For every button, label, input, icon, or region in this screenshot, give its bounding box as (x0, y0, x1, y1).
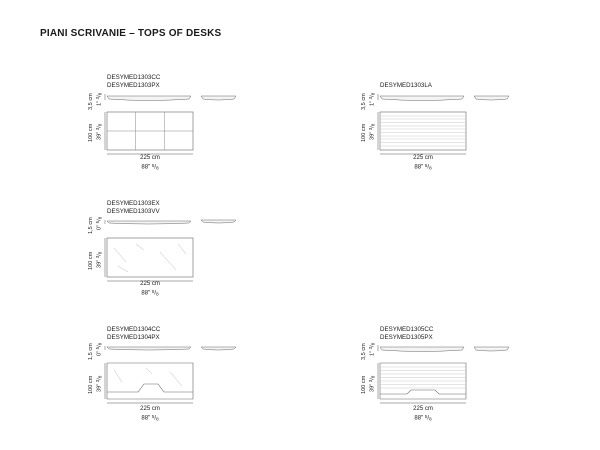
thickness-inch-label: 1" $^3/_8$ (368, 92, 376, 106)
thickness-inch-label: 1" $^3/_8$ (368, 342, 376, 356)
depth-frac-den: 8 (370, 123, 376, 127)
width-inch-label: 88" $^5/_8$ (141, 163, 159, 171)
desk-top-block (359, 74, 519, 174)
width-frac-den: 8 (429, 416, 432, 422)
thickness-cm: 1,5 cm (88, 343, 94, 360)
depth-frac-den: 8 (97, 123, 103, 127)
depth-inch-label: 39" $^3/_8$ (368, 375, 376, 392)
width-label: 225 cm (140, 155, 160, 161)
product-code: DESYMED1303PX (107, 82, 160, 89)
thickness-frac-den: 8 (370, 92, 376, 96)
depth-frac-num: 3 (95, 127, 100, 131)
width-inch: 88 (141, 164, 149, 171)
product-code: DESYMED1304CC (107, 326, 161, 333)
width-inch: 88 (141, 415, 149, 422)
thickness-frac-num: 5 (95, 346, 100, 350)
depth-frac-num: 3 (95, 379, 100, 383)
thickness-frac-num: 3 (368, 346, 373, 350)
width-frac-num: 5 (424, 163, 428, 168)
depth-inch-label: 39" $^3/_8$ (95, 123, 103, 140)
depth-frac-num: 3 (368, 379, 373, 383)
thickness-inch: 0 (96, 226, 103, 230)
product-code: DESYMED1303VV (107, 208, 160, 215)
width-frac-den: 8 (156, 416, 159, 422)
product-code: DESYMED1305PX (380, 334, 433, 341)
width-frac-num: 5 (424, 414, 428, 419)
product-code: DESYMED1304PX (107, 334, 160, 341)
depth-cm: 100 cm (361, 375, 367, 394)
thickness-inch: 1 (369, 352, 376, 356)
width-label: 225 cm (413, 155, 433, 161)
width-frac-den: 8 (156, 165, 159, 171)
width-inch-label: 88" $^5/_8$ (414, 414, 432, 422)
depth-frac-den: 8 (370, 375, 376, 379)
width-inch: 88 (141, 290, 149, 297)
depth-inch: 39 (369, 133, 376, 140)
width-frac-num: 5 (151, 414, 155, 419)
desk-top-block (359, 324, 519, 424)
page-title: PIANI SCRIVANIE – TOPS OF DESKS (40, 28, 222, 39)
width-frac-num: 5 (151, 163, 155, 168)
thickness-cm: 1,5 cm (88, 217, 94, 234)
desk-top-block (86, 74, 246, 174)
thickness-frac-den: 8 (370, 342, 376, 346)
depth-inch-label: 39" $^3/_8$ (95, 251, 103, 268)
width-inch-label: 88" $^5/_8$ (141, 414, 159, 422)
depth-inch: 39 (96, 261, 103, 268)
thickness-frac-den: 8 (97, 216, 103, 220)
product-code: DESYMED1303LA (380, 82, 432, 89)
depth-inch: 39 (96, 385, 103, 392)
thickness-inch-label: 0" $^5/_8$ (95, 342, 103, 356)
width-frac-den: 8 (429, 165, 432, 171)
width-inch: 88 (414, 164, 422, 171)
width-label: 225 cm (140, 281, 160, 287)
depth-frac-den: 8 (97, 251, 103, 255)
thickness-frac-num: 3 (95, 96, 100, 100)
width-label: 225 cm (413, 406, 433, 412)
thickness-frac-den: 8 (97, 92, 103, 96)
depth-cm: 100 cm (88, 375, 94, 394)
thickness-inch: 1 (96, 102, 103, 106)
desk-top-block (86, 200, 246, 300)
depth-inch: 39 (369, 385, 376, 392)
depth-frac-den: 8 (97, 375, 103, 379)
product-code: DESYMED1303CC (107, 74, 161, 81)
depth-inch-label: 39" $^3/_8$ (368, 123, 376, 140)
product-code: DESYMED1305CC (380, 326, 434, 333)
width-inch-label: 88" $^5/_8$ (141, 289, 159, 297)
thickness-inch-label: 0" $^5/_8$ (95, 216, 103, 230)
width-inch-label: 88" $^5/_8$ (414, 163, 432, 171)
width-inch: 88 (414, 415, 422, 422)
thickness-cm: 3,5 cm (88, 93, 94, 110)
depth-frac-num: 3 (95, 255, 100, 259)
desk-top-block (86, 324, 246, 424)
width-frac-den: 8 (156, 291, 159, 297)
depth-cm: 100 cm (88, 251, 94, 270)
depth-frac-num: 3 (368, 127, 373, 131)
depth-inch-label: 39" $^3/_8$ (95, 375, 103, 392)
width-label: 225 cm (140, 406, 160, 412)
depth-cm: 100 cm (88, 123, 94, 142)
thickness-cm: 3,5 cm (361, 343, 367, 360)
thickness-cm: 3,5 cm (361, 93, 367, 110)
depth-cm: 100 cm (361, 123, 367, 142)
depth-inch: 39 (96, 133, 103, 140)
thickness-frac-num: 5 (95, 220, 100, 224)
product-code: DESYMED1303EX (107, 200, 160, 207)
thickness-inch: 1 (369, 102, 376, 106)
thickness-frac-den: 8 (97, 342, 103, 346)
thickness-frac-num: 3 (368, 96, 373, 100)
width-frac-num: 5 (151, 289, 155, 294)
thickness-inch: 0 (96, 352, 103, 356)
thickness-inch-label: 1" $^3/_8$ (95, 92, 103, 106)
